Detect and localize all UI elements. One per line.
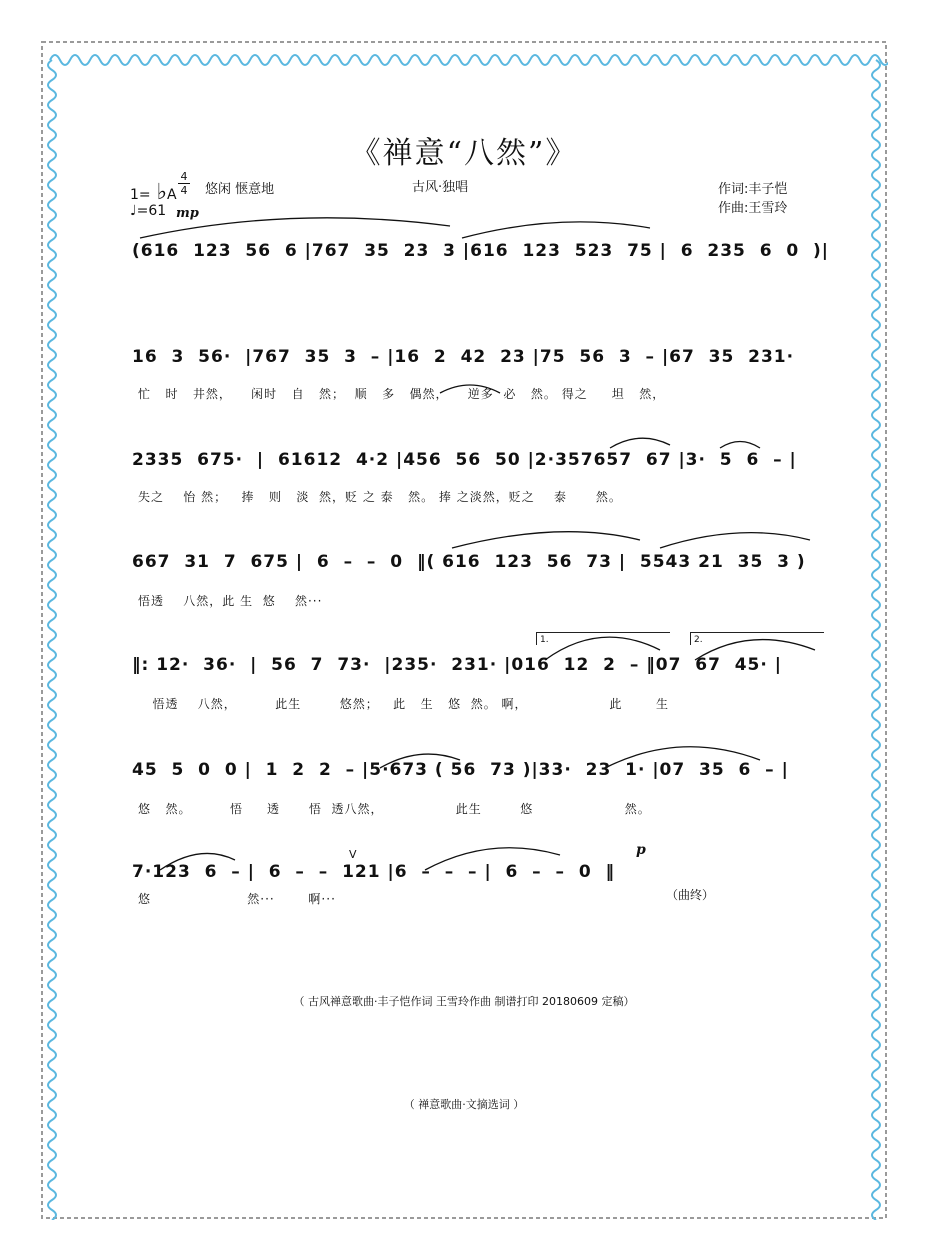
time-sig-bottom: 4 — [178, 183, 190, 197]
credits-block — [718, 180, 787, 218]
score-row-2: 16 3 56· |767 35 3 – |16 2 42 23 |75 56 3 – |67 35 231· — [132, 347, 795, 367]
flat-symbol: ♭ — [156, 180, 168, 205]
lyrics-row-3: 失之 怡 然； 捧 则 淡 然，贬 之 泰 然。 捧 之淡然，贬之 泰 然。 — [138, 490, 622, 504]
song-title: 《禅意“八然”》 — [350, 136, 578, 171]
lyrics-row-4: 悟透 八然，此 生 悠 然··· — [138, 594, 323, 608]
lyrics-row-5: 悟透 八然， 此生 悠然； 此 生 悠 然。 啊， 此 生 — [138, 697, 670, 711]
volta-first-ending: 1. — [536, 632, 670, 645]
dynamic-mp: mp — [176, 206, 199, 221]
breath-mark: V — [349, 848, 357, 861]
footer-note: （ 禅意歌曲·文摘选词 ） — [403, 1098, 525, 1111]
lyrics-row-2: 忙 时 井然， 闲时 自 然； 顺 多 偶然， 逆多 必 然。 得之 坦 然， — [138, 387, 666, 401]
song-subtitle: 古风·独唱 — [412, 180, 469, 195]
score-row-1: (616 123 56 6 |767 35 23 3 |616 123 523 75 | 6 235 6 0 )| — [132, 241, 830, 261]
lyricist-credit: 作词:丰子恺 — [718, 182, 788, 197]
quarter-note-icon: ♩ — [130, 203, 137, 219]
key-prefix: 1= — [130, 187, 151, 203]
volta-second-ending: 2. — [690, 632, 824, 645]
score-row-5: ‖: 12· 36· | 56 7 73· |235· 231· |016 12 2 – ‖07 67 45· | — [132, 655, 782, 675]
time-sig-top: 4 — [180, 170, 188, 183]
footer-main: （ 古风禅意歌曲·丰子恺作词 王雪玲作曲 制谱打印 20180609 定稿） — [293, 995, 635, 1008]
score-row-4: 667 31 7 675 | 6 – – 0 ‖( 616 123 56 73 | 5543 21 35 3 ) — [132, 552, 806, 572]
expression-marking: 悠闲 惬意地 — [205, 182, 275, 197]
key-signature — [130, 180, 177, 205]
time-signature — [178, 170, 190, 197]
score-row-3: 2335 675· | 61612 4·2 |456 56 50 |2·357657 67 |3· 5 6 – | — [132, 450, 797, 470]
score-row-7: 7·123 6 – | 6 – – 121 |6 – – – | 6 – – 0 ‖ — [132, 862, 616, 882]
end-text: （曲终） — [666, 888, 715, 902]
lyrics-row-6: 悠 然。 悟 透 悟 透八然， 此生 悠 然。 — [138, 802, 651, 816]
tempo-value: =61 — [136, 203, 167, 219]
key-note: A — [167, 187, 177, 203]
dynamic-p: p — [636, 842, 646, 858]
lyrics-row-7: 悠 然··· 啊··· — [138, 892, 336, 906]
score-row-6: 45 5 0 0 | 1 2 2 – |5·673 ( 56 73 )|33· 23 1· |07 35 6 – | — [132, 760, 789, 780]
metronome-marking — [130, 203, 166, 219]
composer-credit: 作曲:王雪玲 — [718, 201, 788, 216]
